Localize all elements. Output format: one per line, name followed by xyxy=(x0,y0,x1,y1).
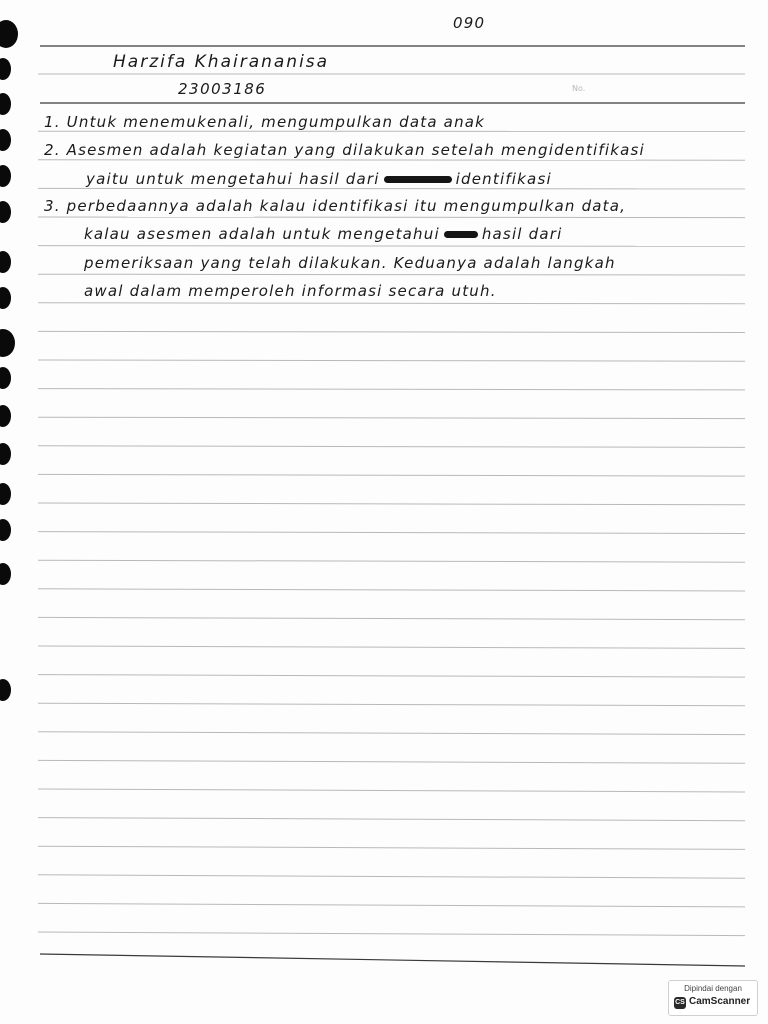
ruled-line xyxy=(38,303,745,304)
binder-hole xyxy=(0,679,11,701)
ruled-line xyxy=(38,646,745,648)
binder-hole xyxy=(0,443,11,465)
ruled-line xyxy=(38,617,745,619)
ruled-line xyxy=(38,560,745,562)
binder-hole xyxy=(0,329,15,357)
answer-line-1: 1. Untuk menemukenali, mengumpulkan data anak xyxy=(44,113,486,131)
answer-line-7: awal dalam memperoleh informasi secara utuh. xyxy=(84,282,497,300)
binder-hole xyxy=(0,58,11,80)
ruled-line xyxy=(38,818,745,821)
binder-hole xyxy=(0,519,11,541)
ruled-line xyxy=(38,532,745,534)
ruled-line xyxy=(38,675,745,678)
scanner-watermark xyxy=(668,980,758,1016)
answer-line-3-text-end: identifikasi xyxy=(455,170,552,188)
binder-hole xyxy=(0,165,11,187)
ruled-line xyxy=(38,188,745,189)
binder-hole xyxy=(0,563,11,585)
answer-line-2: 2. Asesmen adalah kegiatan yang dilakukan setelah mengidentifikasi xyxy=(44,141,645,159)
binder-holes xyxy=(0,0,30,1024)
ruled-line xyxy=(38,732,745,735)
ruled-line xyxy=(38,760,745,763)
ruled-line xyxy=(38,903,745,907)
watermark-brand: CamScanner xyxy=(689,996,751,1007)
ruled-line xyxy=(38,503,745,505)
binder-hole xyxy=(0,201,11,223)
ruled-line xyxy=(38,589,745,591)
ruled-line xyxy=(38,389,745,390)
binder-hole xyxy=(0,483,11,505)
crossed-out-scribble xyxy=(444,231,478,238)
answer-line-5-text: kalau asesmen adalah untuk mengetahui xyxy=(84,225,440,243)
ruled-line xyxy=(38,274,745,275)
ruled-line xyxy=(38,846,745,849)
ruled-line xyxy=(38,360,745,361)
ruled-line xyxy=(38,417,745,418)
binder-hole xyxy=(0,367,11,389)
ruled-line xyxy=(38,331,745,332)
ruled-line xyxy=(38,703,745,706)
no-label: No. xyxy=(572,84,586,93)
ruled-line xyxy=(38,875,745,878)
binder-hole xyxy=(0,129,11,151)
answer-line-6: pemeriksaan yang telah dilakukan. Keduanya adalah langkah xyxy=(84,254,616,272)
answer-line-3-text: yaitu untuk mengetahui hasil dari xyxy=(86,170,380,188)
binder-hole xyxy=(0,93,11,115)
watermark-caption: Dipindai dengan xyxy=(684,984,742,993)
binder-hole xyxy=(0,251,11,273)
ruled-line xyxy=(38,217,745,218)
answer-line-4: 3. perbedaannya adalah kalau identifikasi itu mengumpulkan data, xyxy=(44,197,627,215)
student-id: 23003186 xyxy=(178,80,267,98)
page-number: 090 xyxy=(453,14,486,32)
binder-hole xyxy=(0,20,18,48)
ruled-line xyxy=(38,474,745,476)
binder-hole xyxy=(0,405,11,427)
answer-line-5-text-end: hasil dari xyxy=(481,225,563,243)
binder-hole xyxy=(0,287,11,309)
student-name: Harzifa Khairananisa xyxy=(113,52,330,72)
answer-line-3 xyxy=(86,170,552,188)
answer-line-5 xyxy=(84,225,563,243)
ruled-line xyxy=(38,789,745,792)
ruled-line xyxy=(38,932,745,936)
ruled-line xyxy=(38,446,745,448)
crossed-out-scribble xyxy=(384,176,452,183)
camscanner-logo-icon: CS xyxy=(674,997,686,1009)
ruled-line xyxy=(38,246,745,247)
